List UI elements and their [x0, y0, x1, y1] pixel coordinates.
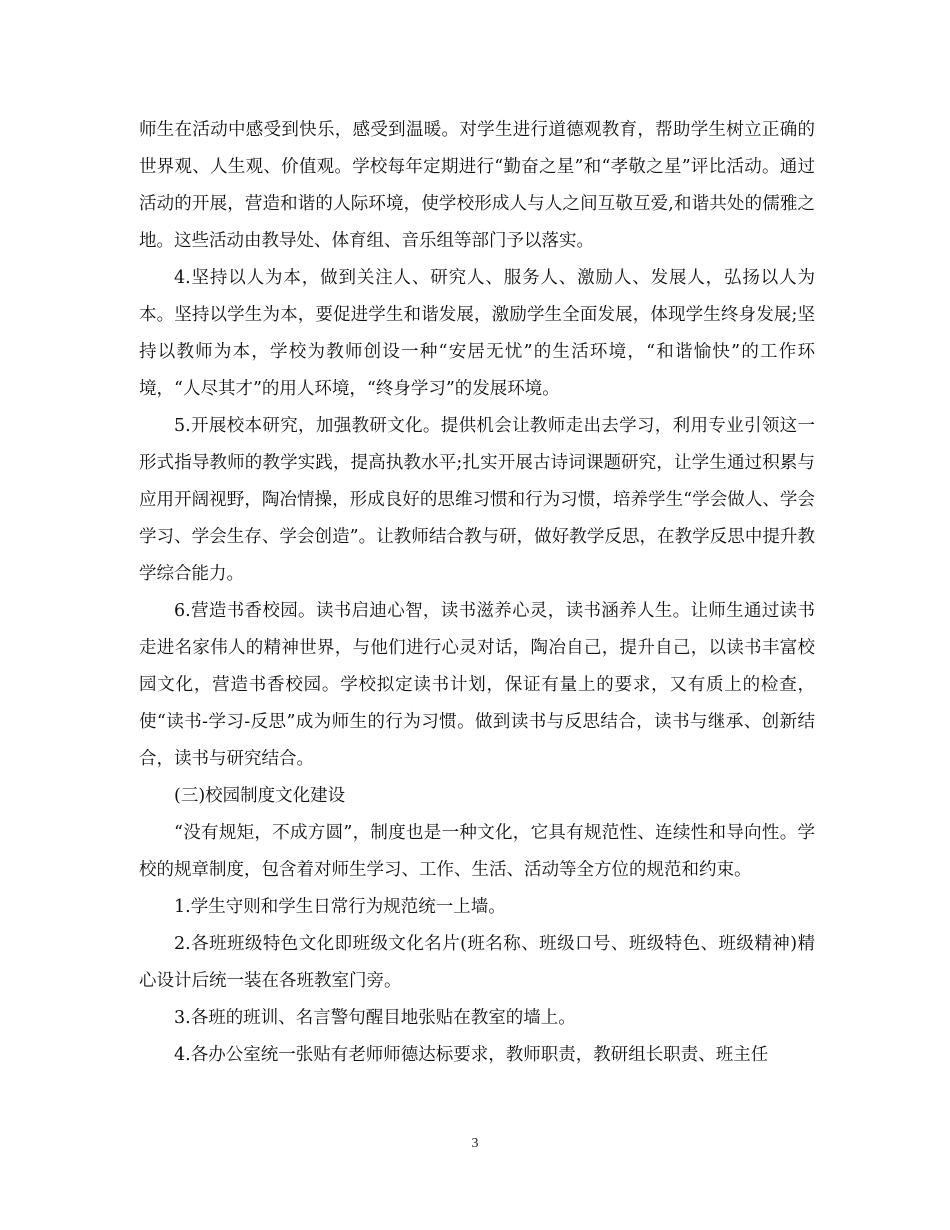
paragraph-4: 6.营造书香校园。读书启迪心智，读书滋养心灵，读书涵养人生。让师生通过读书走进名家伟人的精神世界，与他们进行心灵对话，陶冶自己，提升自己，以读书丰富校园文化，营造书香校园。学校拟定读书计划，保证有量上的要求，又有质上的检查，使“读书-学习-反思”成为师生的行为习惯。做到读书与反思结合，读书与继承、创新结合，读书与研究结合。 — [139, 601, 815, 769]
section-heading: (三)校园制度文化建设 — [174, 786, 346, 806]
paragraph-5: “没有规矩，不成方圆”，制度也是一种文化，它具有规范性、连续性和导向性。学校的规章制度，包含着对师生学习、工作、生活、活动等全方位的规范和约束。 — [139, 823, 815, 880]
page-number: 3 — [471, 1136, 479, 1151]
list-item-1: 1.学生守则和学生日常行为规范统一上墙。 — [174, 897, 506, 917]
paragraph-2: 4.坚持以人为本，做到关注人、研究人、服务人、激励人、发展人，弘扬以人为本。坚持以学生为本，要促进学生和谐发展，激励学生全面发展，体现学生终身发展;坚持以教师为本，学校为教师创设一种“安居无忧”的生活环境，“和谐愉快”的工作环境，“人尽其才”的用人环境，“终身学习”的发展环境。 — [139, 268, 815, 399]
list-item-4: 4.各办公室统一张贴有老师师德达标要求，教师职责，教研组长职责、班主任 — [174, 1045, 769, 1065]
document-body — [139, 112, 815, 1074]
paragraph-3: 5.开展校本研究，加强教研文化。提供机会让教师走出去学习，利用专业引领这一形式指导教师的教学实践，提高执教水平;扎实开展古诗词课题研究，让学生通过积累与应用开阔视野，陶冶情操，形成良好的思维习惯和行为习惯，培养学生“学会做人、学会学习、学会生存、学会创造”。让教师结合教与研，做好教学反思，在教学反思中提升教学综合能力。 — [139, 416, 815, 584]
paragraph-1: 师生在活动中感受到快乐，感受到温暖。对学生进行道德观教育，帮助学生树立正确的世界观、人生观、价值观。学校每年定期进行“勤奋之星”和“孝敬之星”评比活动。通过活动的开展，营造和谐的人际环境，使学校形成人与人之间互敬互爱,和谐共处的儒雅之地。这些活动由教导处、体育组、音乐组等部门予以落实。 — [139, 120, 815, 251]
list-item-3: 3.各班的班训、名言警句醒目地张贴在教室的墙上。 — [174, 1008, 576, 1028]
list-item-2: 2.各班班级特色文化即班级文化名片(班名称、班级口号、班级特色、班级精神)精心设计后统一装在各班教室门旁。 — [139, 934, 815, 991]
